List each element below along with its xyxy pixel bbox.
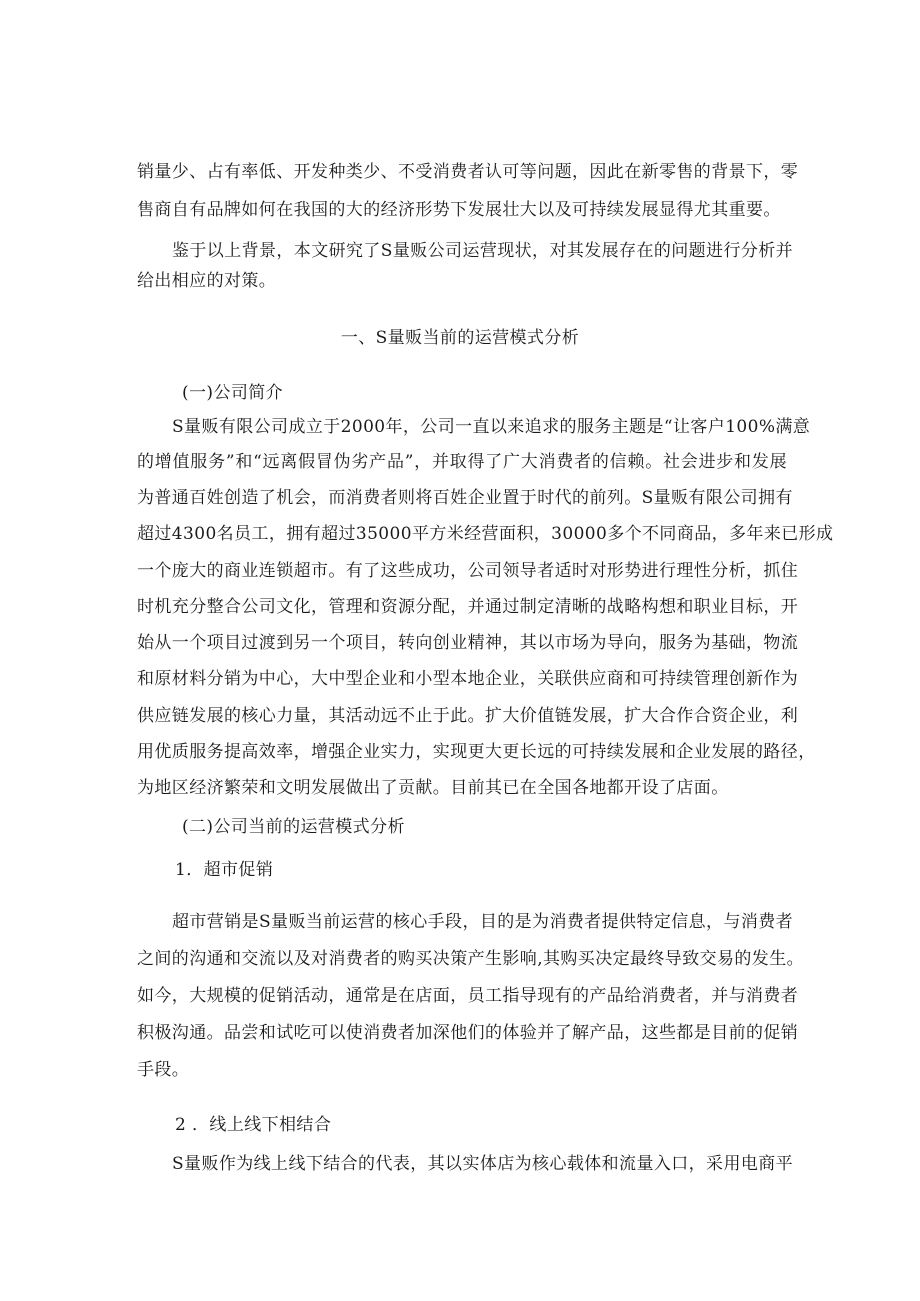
paragraph-line: 的增值服务”和“远离假冒伪劣产品”，并取得了广大消费者的信赖。社会进步和发展 bbox=[137, 452, 787, 472]
paragraph-line: 之间的沟通和交流以及对消费者的购买决策产生影响,其购买决定最终导致交易的发生。 bbox=[137, 949, 805, 969]
paragraph-line: 如今，大规模的促销活动，通常是在店面，员工指导现有的产品给消费者，并与消费者 bbox=[137, 986, 799, 1006]
subsection-heading: (一)公司简介 bbox=[182, 383, 284, 403]
paragraph-line: S量贩作为线上线下结合的代表，其以实体店为核心载体和流量入口，采用电商平 bbox=[172, 1154, 794, 1174]
item-heading: 1．超市促销 bbox=[175, 860, 274, 880]
paragraph-line: 始从一个项目过渡到另一个项目，转向创业精神，其以市场为导向，服务为基础，物流 bbox=[137, 633, 799, 653]
paragraph-line: 为普通百姓创造了机会，而消费者则将百姓企业置于时代的前列。S量贩有限公司拥有 bbox=[137, 488, 793, 508]
paragraph-line: 供应链发展的核心力量，其活动远不止于此。扩大价值链发展，扩大合作合资企业，利 bbox=[137, 706, 799, 726]
paragraph-line: 时机充分整合公司文化，管理和资源分配，并通过制定清晰的战略构想和职业目标，开 bbox=[137, 597, 799, 617]
subsection-heading: (二)公司当前的运营模式分析 bbox=[182, 817, 405, 837]
item-heading: 2 ．线上线下相结合 bbox=[175, 1115, 332, 1135]
paragraph-line: 为地区经济繁荣和文明发展做出了贡献。目前其已在全国各地都开设了店面。 bbox=[137, 778, 729, 798]
paragraph-line: 一个庞大的商业连锁超市。有了这些成功，公司领导者适时对形势进行理性分析，抓住 bbox=[137, 561, 799, 581]
paragraph-line: 售商自有品牌如何在我国的大的经济形势下发展壮大以及可持续发展显得尤其重要。 bbox=[137, 200, 781, 220]
paragraph-line: 和原材料分销为中心，大中型企业和小型本地企业，关联供应商和可持续管理创新作为 bbox=[137, 669, 799, 689]
paragraph-line: 超市营销是S量贩当前运营的核心手段，目的是为消费者提供特定信息，与消费者 bbox=[172, 912, 794, 932]
paragraph-line: 积极沟通。品尝和试吃可以使消费者加深他们的体验并了解产品，这些都是目前的促销 bbox=[137, 1023, 799, 1043]
paragraph-line: 超过4300名员工，拥有超过35000平方米经营面积，30000多个不同商品，多年来已形成 bbox=[137, 524, 834, 544]
paragraph-line: 鉴于以上背景，本文研究了S量贩公司运营现状，对其发展存在的问题进行分析并 bbox=[172, 241, 794, 261]
section-heading: 一、S量贩当前的运营模式分析 bbox=[340, 328, 580, 348]
paragraph-line: 销量少、占有率低、开发种类少、不受消费者认可等问题，因此在新零售的背景下，零 bbox=[137, 162, 799, 182]
paragraph-line: 手段。 bbox=[137, 1060, 190, 1080]
paragraph-line: 给出相应的对策。 bbox=[137, 271, 277, 291]
paragraph-line: S量贩有限公司成立于2000年，公司一直以来追求的服务主题是“让客户100%满意 bbox=[172, 417, 811, 437]
paragraph-line: 用优质服务提高效率，增强企业实力，实现更大更长远的可持续发展和企业发展的路径， bbox=[137, 742, 816, 762]
